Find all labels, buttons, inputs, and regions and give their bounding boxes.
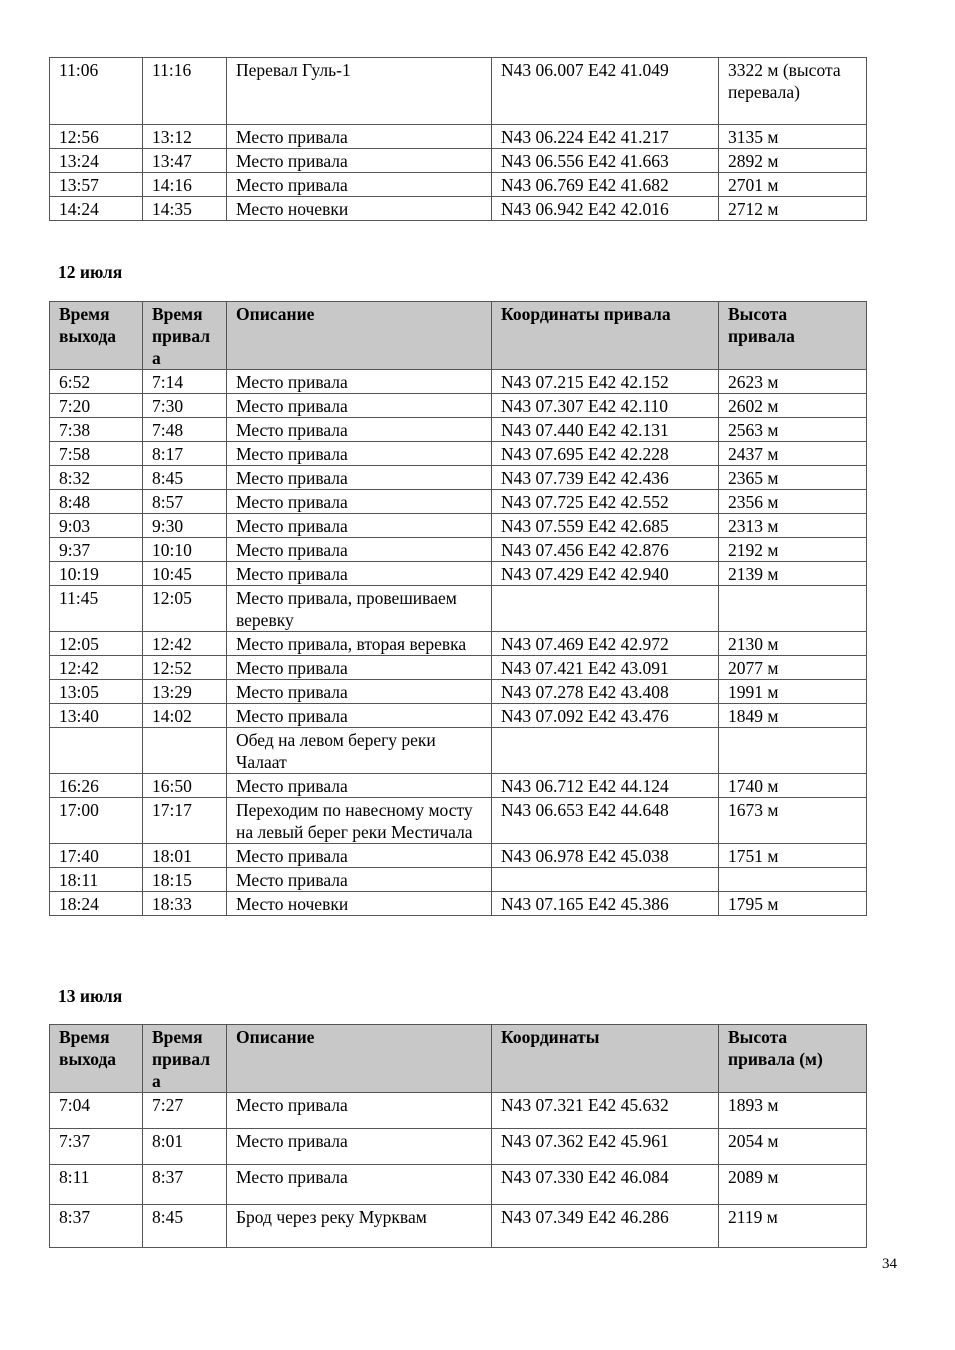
cell-description: Место привала [227, 538, 492, 562]
cell-altitude: 2365 м [719, 466, 867, 490]
cell-coordinates: N43 07.456 E42 42.876 [492, 538, 719, 562]
cell-departure: 12:56 [50, 125, 143, 149]
cell-departure: 7:20 [50, 394, 143, 418]
cell-coordinates [492, 728, 719, 774]
header-altitude: Высота привала (м) [719, 1025, 867, 1093]
cell-halt-time: 8:45 [143, 1205, 227, 1248]
cell-description: Место привала [227, 149, 492, 173]
cell-altitude: 2139 м [719, 562, 867, 586]
cell-coordinates [492, 868, 719, 892]
header-halt-time: Время привала [143, 1025, 227, 1093]
cell-halt-time: 7:27 [143, 1093, 227, 1129]
cell-halt-time: 10:10 [143, 538, 227, 562]
table-row [50, 632, 867, 656]
cell-departure: 8:48 [50, 490, 143, 514]
cell-altitude: 2437 м [719, 442, 867, 466]
cell-altitude: 2054 м [719, 1129, 867, 1165]
cell-departure: 8:32 [50, 466, 143, 490]
table-row [50, 728, 867, 774]
cell-altitude: 2192 м [719, 538, 867, 562]
cell-coordinates: N43 07.349 E42 46.286 [492, 1205, 719, 1248]
cell-halt-time: 10:45 [143, 562, 227, 586]
cell-coordinates: N43 06.978 E42 45.038 [492, 844, 719, 868]
cell-halt-time [143, 728, 227, 774]
cell-halt-time: 14:35 [143, 197, 227, 221]
cell-description: Место ночевки [227, 892, 492, 916]
cell-coordinates: N43 06.653 E42 44.648 [492, 798, 719, 844]
cell-description: Брод через реку Мурквам [227, 1205, 492, 1248]
table-row [50, 774, 867, 798]
cell-coordinates: N43 07.559 E42 42.685 [492, 514, 719, 538]
cell-description: Место привала [227, 844, 492, 868]
cell-halt-time: 18:15 [143, 868, 227, 892]
cell-coordinates: N43 06.007 E42 41.049 [492, 58, 719, 125]
cell-departure: 8:11 [50, 1165, 143, 1205]
header-departure: Время выхода [50, 302, 143, 370]
cell-coordinates: N43 07.165 E42 45.386 [492, 892, 719, 916]
header-altitude: Высота привала [719, 302, 867, 370]
cell-altitude [719, 868, 867, 892]
cell-departure: 7:04 [50, 1093, 143, 1129]
cell-altitude: 1751 м [719, 844, 867, 868]
cell-coordinates: N43 06.942 E42 42.016 [492, 197, 719, 221]
cell-halt-time: 7:14 [143, 370, 227, 394]
header-coordinates: Координаты [492, 1025, 719, 1093]
cell-coordinates: N43 07.739 E42 42.436 [492, 466, 719, 490]
cell-departure: 8:37 [50, 1205, 143, 1248]
cell-altitude: 2119 м [719, 1205, 867, 1248]
cell-description: Место привала [227, 173, 492, 197]
cell-coordinates [492, 586, 719, 632]
cell-halt-time: 12:42 [143, 632, 227, 656]
cell-altitude: 3135 м [719, 125, 867, 149]
table-row [50, 490, 867, 514]
cell-description: Место привала [227, 704, 492, 728]
table-row [50, 798, 867, 844]
cell-halt-time: 8:45 [143, 466, 227, 490]
table-row [50, 514, 867, 538]
header-halt-time: Время привала [143, 302, 227, 370]
cell-departure: 9:03 [50, 514, 143, 538]
cell-description: Место привала [227, 1165, 492, 1205]
cell-description: Место привала, вторая веревка [227, 632, 492, 656]
cell-description: Место привала [227, 680, 492, 704]
cell-halt-time: 8:57 [143, 490, 227, 514]
cell-departure [50, 728, 143, 774]
cell-altitude: 2313 м [719, 514, 867, 538]
table-row [50, 173, 867, 197]
cell-coordinates: N43 06.224 E42 41.217 [492, 125, 719, 149]
day-heading-13-july: 13 июля [58, 986, 123, 1006]
cell-coordinates: N43 06.556 E42 41.663 [492, 149, 719, 173]
cell-coordinates: N43 07.092 E42 43.476 [492, 704, 719, 728]
table-row [50, 656, 867, 680]
cell-departure: 13:40 [50, 704, 143, 728]
table-11-july-end [49, 57, 867, 221]
cell-departure: 13:57 [50, 173, 143, 197]
cell-altitude: 2701 м [719, 173, 867, 197]
cell-halt-time: 7:30 [143, 394, 227, 418]
cell-departure: 7:38 [50, 418, 143, 442]
cell-altitude: 1849 м [719, 704, 867, 728]
cell-altitude: 1991 м [719, 680, 867, 704]
table-12-july [49, 301, 867, 916]
cell-departure: 18:24 [50, 892, 143, 916]
table-13-july [49, 1024, 867, 1248]
cell-halt-time: 14:16 [143, 173, 227, 197]
cell-departure: 7:58 [50, 442, 143, 466]
table-row [50, 466, 867, 490]
cell-coordinates: N43 06.769 E42 41.682 [492, 173, 719, 197]
table-row [50, 197, 867, 221]
cell-altitude: 1893 м [719, 1093, 867, 1129]
cell-description: Место привала, провешиваем веревку [227, 586, 492, 632]
cell-coordinates: N43 07.215 E42 42.152 [492, 370, 719, 394]
cell-description: Место привала [227, 418, 492, 442]
cell-coordinates: N43 07.695 E42 42.228 [492, 442, 719, 466]
cell-departure: 6:52 [50, 370, 143, 394]
cell-altitude: 2623 м [719, 370, 867, 394]
table-row [50, 1129, 867, 1165]
cell-altitude: 2130 м [719, 632, 867, 656]
cell-description: Место привала [227, 656, 492, 680]
cell-halt-time: 13:47 [143, 149, 227, 173]
cell-halt-time: 12:05 [143, 586, 227, 632]
header-description: Описание [227, 1025, 492, 1093]
cell-altitude: 2356 м [719, 490, 867, 514]
cell-departure: 17:00 [50, 798, 143, 844]
cell-departure: 9:37 [50, 538, 143, 562]
cell-departure: 13:24 [50, 149, 143, 173]
cell-altitude [719, 728, 867, 774]
cell-coordinates: N43 07.421 E42 43.091 [492, 656, 719, 680]
cell-departure: 16:26 [50, 774, 143, 798]
table-row [50, 892, 867, 916]
cell-altitude: 1740 м [719, 774, 867, 798]
cell-halt-time: 11:16 [143, 58, 227, 125]
cell-coordinates: N43 07.469 E42 42.972 [492, 632, 719, 656]
cell-description: Место привала [227, 868, 492, 892]
table-header-row [50, 302, 867, 370]
cell-altitude: 2563 м [719, 418, 867, 442]
cell-departure: 12:05 [50, 632, 143, 656]
table-row [50, 868, 867, 892]
header-description: Описание [227, 302, 492, 370]
table-row [50, 538, 867, 562]
table-row [50, 586, 867, 632]
cell-halt-time: 8:01 [143, 1129, 227, 1165]
cell-description: Место привала [227, 394, 492, 418]
table-row [50, 1165, 867, 1205]
table-row [50, 562, 867, 586]
table-row [50, 58, 867, 125]
cell-departure: 12:42 [50, 656, 143, 680]
cell-coordinates: N43 07.307 E42 42.110 [492, 394, 719, 418]
cell-halt-time: 8:17 [143, 442, 227, 466]
cell-coordinates: N43 07.330 E42 46.084 [492, 1165, 719, 1205]
cell-description: Переходим по навесному мосту на левый берег реки Местичала [227, 798, 492, 844]
cell-description: Место привала [227, 490, 492, 514]
cell-description: Перевал Гуль-1 [227, 58, 492, 125]
cell-altitude: 2602 м [719, 394, 867, 418]
table-row [50, 370, 867, 394]
table-row [50, 844, 867, 868]
cell-departure: 11:06 [50, 58, 143, 125]
cell-halt-time: 7:48 [143, 418, 227, 442]
cell-altitude: 2089 м [719, 1165, 867, 1205]
cell-departure: 14:24 [50, 197, 143, 221]
cell-departure: 17:40 [50, 844, 143, 868]
cell-altitude [719, 586, 867, 632]
cell-departure: 10:19 [50, 562, 143, 586]
table-row [50, 704, 867, 728]
cell-description: Место привала [227, 1093, 492, 1129]
table-header-row [50, 1025, 867, 1093]
cell-description: Место привала [227, 466, 492, 490]
cell-altitude: 1673 м [719, 798, 867, 844]
cell-altitude: 2077 м [719, 656, 867, 680]
cell-coordinates: N43 07.362 E42 45.961 [492, 1129, 719, 1165]
table-row [50, 125, 867, 149]
cell-coordinates: N43 07.278 E42 43.408 [492, 680, 719, 704]
table-row [50, 1205, 867, 1248]
cell-halt-time: 18:33 [143, 892, 227, 916]
cell-description: Место привала [227, 774, 492, 798]
cell-halt-time: 8:37 [143, 1165, 227, 1205]
cell-altitude: 2892 м [719, 149, 867, 173]
cell-altitude: 1795 м [719, 892, 867, 916]
cell-departure: 18:11 [50, 868, 143, 892]
cell-description: Место привала [227, 562, 492, 586]
cell-halt-time: 9:30 [143, 514, 227, 538]
cell-halt-time: 12:52 [143, 656, 227, 680]
cell-coordinates: N43 06.712 E42 44.124 [492, 774, 719, 798]
cell-coordinates: N43 07.440 E42 42.131 [492, 418, 719, 442]
cell-departure: 11:45 [50, 586, 143, 632]
cell-description: Место привала [227, 514, 492, 538]
header-departure: Время выхода [50, 1025, 143, 1093]
table-row [50, 394, 867, 418]
cell-halt-time: 17:17 [143, 798, 227, 844]
cell-description: Место привала [227, 442, 492, 466]
cell-halt-time: 13:12 [143, 125, 227, 149]
header-coordinates: Координаты привала [492, 302, 719, 370]
table-row [50, 680, 867, 704]
cell-coordinates: N43 07.321 E42 45.632 [492, 1093, 719, 1129]
page-number: 34 [882, 1256, 897, 1272]
cell-halt-time: 18:01 [143, 844, 227, 868]
cell-altitude: 3322 м (высота перевала) [719, 58, 867, 125]
cell-halt-time: 13:29 [143, 680, 227, 704]
table-row [50, 442, 867, 466]
day-heading-12-july: 12 июля [58, 262, 123, 282]
cell-altitude: 2712 м [719, 197, 867, 221]
cell-description: Место привала [227, 370, 492, 394]
cell-coordinates: N43 07.429 E42 42.940 [492, 562, 719, 586]
cell-description: Место привала [227, 1129, 492, 1165]
cell-departure: 13:05 [50, 680, 143, 704]
cell-halt-time: 14:02 [143, 704, 227, 728]
cell-description: Обед на левом берегу реки Чалаат [227, 728, 492, 774]
cell-description: Место привала [227, 125, 492, 149]
cell-departure: 7:37 [50, 1129, 143, 1165]
cell-halt-time: 16:50 [143, 774, 227, 798]
table-row [50, 1093, 867, 1129]
cell-description: Место ночевки [227, 197, 492, 221]
table-row [50, 418, 867, 442]
cell-coordinates: N43 07.725 E42 42.552 [492, 490, 719, 514]
table-row [50, 149, 867, 173]
